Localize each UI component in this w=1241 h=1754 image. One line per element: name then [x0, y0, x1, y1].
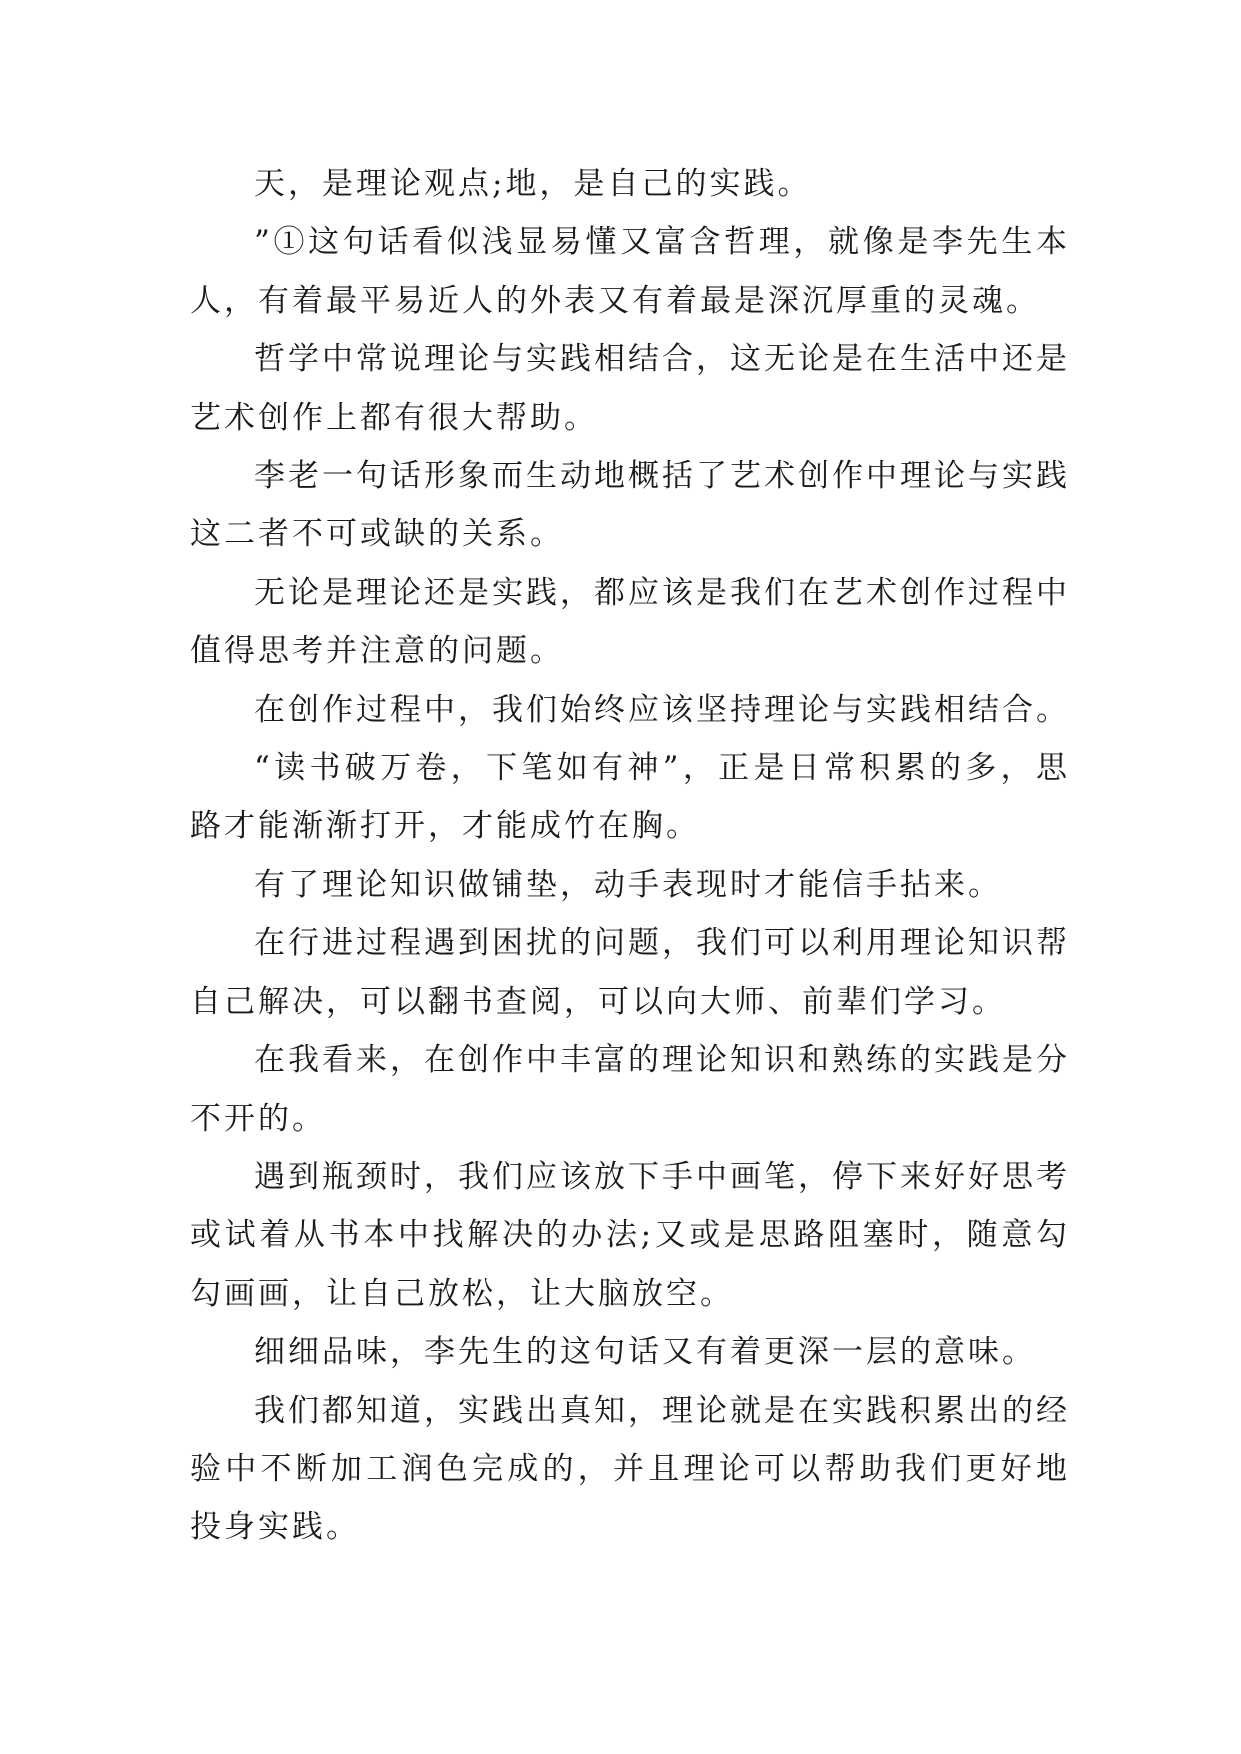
paragraph-8: 有了理论知识做铺垫，动手表现时才能信手拈来。: [254, 866, 1002, 903]
paragraph-2: ”①这句话看似浅显易懂又富含哲理，就像是李先生本人，有着最平易近人的外表又有着最是深沉厚重的灵魂。: [190, 224, 1070, 319]
paragraph-5: 无论是理论还是实践，都应该是我们在艺术创作过程中值得思考并注意的问题。: [190, 574, 1070, 670]
paragraph-6: 在创作过程中，我们始终应该坚持理论与实践相结合。: [254, 691, 1070, 728]
paragraph-10: 在我看来，在创作中丰富的理论知识和熟练的实践是分不开的。: [190, 1042, 1070, 1137]
document-body: [190, 155, 1070, 1557]
paragraph-4: 李老一句话形象而生动地概括了艺术创作中理论与实践这二者不可或缺的关系。: [190, 458, 1070, 553]
paragraph-11: 遇到瓶颈时，我们应该放下手中画笔，停下来好好思考或试着从书本中找解决的办法;又或是思路阻塞时，随意勾勾画画，让自己放松，让大脑放空。: [190, 1158, 1070, 1312]
paragraph-3: 哲学中常说理论与实践相结合，这无论是在生活中还是艺术创作上都有很大帮助。: [190, 341, 1070, 436]
paragraph-7: “读书破万卷，下笔如有神”，正是日常积累的多，思路才能渐渐打开，才能成竹在胸。: [190, 750, 1070, 845]
paragraph-9: 在行进过程遇到困扰的问题，我们可以利用理论知识帮自己解决，可以翻书查阅，可以向大师、前辈们学习。: [190, 925, 1070, 1020]
paragraph-1: 天，是理论观点;地，是自己的实践。: [254, 166, 812, 202]
paragraph-12: 细细品味，李先生的这句话又有着更深一层的意味。: [254, 1334, 1036, 1371]
paragraph-13: 我们都知道，实践出真知，理论就是在实践积累出的经验中不断加工润色完成的，并且理论可以帮助我们更好地投身实践。: [190, 1392, 1070, 1546]
